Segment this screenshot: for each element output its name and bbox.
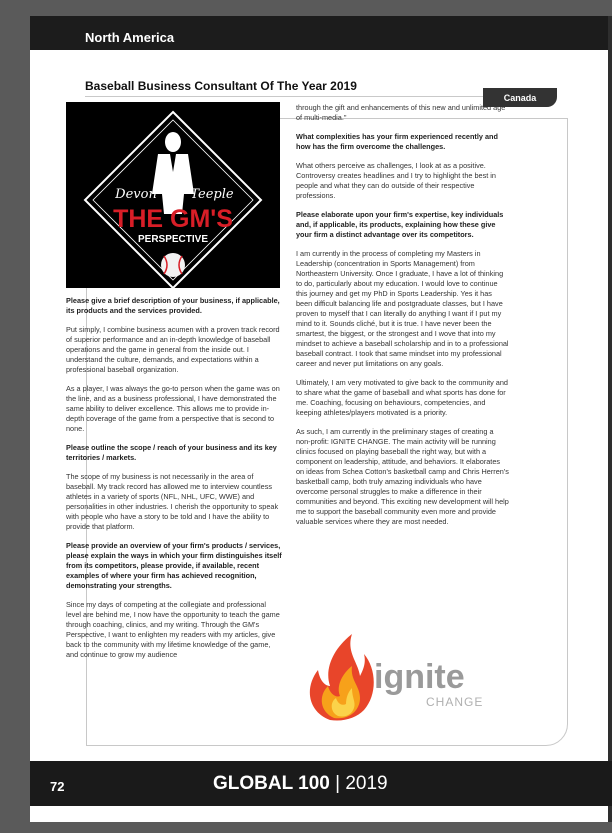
page-footer [30,761,612,806]
publication-year: 2019 [345,773,388,794]
left-column [66,296,282,669]
gms-perspective-logo [66,102,280,288]
region-label: North America [85,30,175,45]
question-4: What complexities has your firm experienced recently and how has the firm overcome the challenges. [296,132,498,151]
question-5: Please elaborate upon your firm's expertise, key individuals and, if applicable, its products, explaining how these give your firm a distinct advantage over its competitors. [296,210,504,239]
answer-5a: I am currently in the process of completing my Masters in Leadership (concentration in Sports Management) from Northeastern University. Once I graduate, I have a lot of thinking to do, particularly about my education. I would love to continue this journey and get my PhD in Sports Leadership. Yes it has been difficult balancing life and postgraduate classes, but I have proven to myself that I can literally do anything I want if I put my mind to it. Sounds cliché, but it is true. I have never been the smartest, the biggest, or the strongest and I wove that into my mindset to achieve a baseball scholarship and in to a professional baseball contract. I took that same mindset into my professional career and never put limitations on any goals. [296,249,509,368]
question-3: Please provide an overview of your firm's products / services, please explain the ways in which your firm distinguishes itself from its competitors, please provide, if available, recent examples of where your firm has achieved recognition, demonstrating your strengths. [66,541,282,590]
baseball-icon [161,253,185,277]
country-tab: Canada [483,88,557,107]
change-word: CHANGE [426,695,484,709]
answer-5b: Ultimately, I am very motivated to give back to the community and to share what the game of baseball and what sports has done for me. Coaching, focusing on behaviours, competencies, and keeping athletes/players motivated is a priority. [296,378,508,417]
logo-title-line1: THE GM'S [113,205,233,233]
ignite-change-logo [300,628,500,724]
answer-3: Since my days of competing at the collegiate and professional level are behind me, I now have the opportunity to teach the game through coaching, clinics, and my writing. Through the GM's Perspective, I want to enlighten my readers with my articles, give back to the community with my lifetime knowledge of the game, and continue to grow my audience [66,600,280,659]
page-number: 72 [50,779,65,794]
answer-5c: As such, I am currently in the preliminary stages of creating a non-profit: IGNITE CHANGE. The main activity will be running clinics focused on playing baseball the right way, but with a component on leadership, attitude, and behaviors. It elaborates on ideas from Schea Cotton's basketball camp and Chris Herren's basketball camp, both truly amazing individuals who have overcome personal struggles to make a difference in their communities and beyond. This exciting new development will help me to support the baseball community even more and provide valuable services where they are most needed. [296,427,509,526]
top-band [30,16,612,50]
title-separator: | [335,773,341,794]
flame-icon [310,634,374,721]
article-title: Baseball Business Consultant Of The Year 2019 [85,79,357,93]
logo-last-name: Teeple [190,187,234,202]
answer-1b: As a player, I was always the go-to person when the game was on the line, and as a business professional, I have demonstrated the same ability to deliver excellence. This allows me to provide in-depth coverage of the game from a perspective that is second to none. [66,384,280,433]
answer-2: The scope of my business is not necessarily in the area of baseball. My track record has allowed me to interview countless athletes in a variety of sports (NFL, NHL, UFC, WWE) and personalities in other industries. I cherish the opportunity to speak with people who have a story to be told and I have the ability to provide that platform. [66,472,279,531]
answer-4: What others perceive as challenges, I look at as a positive. Controversy creates headlines and I try to highlight the best in people and what they can do outside of their respective professions. [296,161,496,200]
question-2: Please outline the scope / reach of your business and its key territories / markets. [66,443,277,462]
logo-first-name: Devon [115,187,157,202]
publication-name: GLOBAL 100 [213,773,330,794]
businessman-silhouette-icon [152,132,194,214]
answer-3-continued: through the gift and enhancements of this new and unlimited age of multi-media." [296,103,506,122]
publication-title [213,773,388,795]
right-column [296,103,510,536]
page-edge [608,16,612,822]
logo-title-line2: PERSPECTIVE [137,234,209,245]
answer-1a: Put simply, I combine business acumen with a proven track record of superior performance and an in-depth knowledge of baseball operations and the game in general from the inside out. I understand the culture, demands, and expectations within a professional baseball organization. [66,325,280,374]
question-1: Please give a brief description of your business, if applicable, its products and the services provided. [66,296,280,315]
ignite-word: ignite [374,658,465,696]
